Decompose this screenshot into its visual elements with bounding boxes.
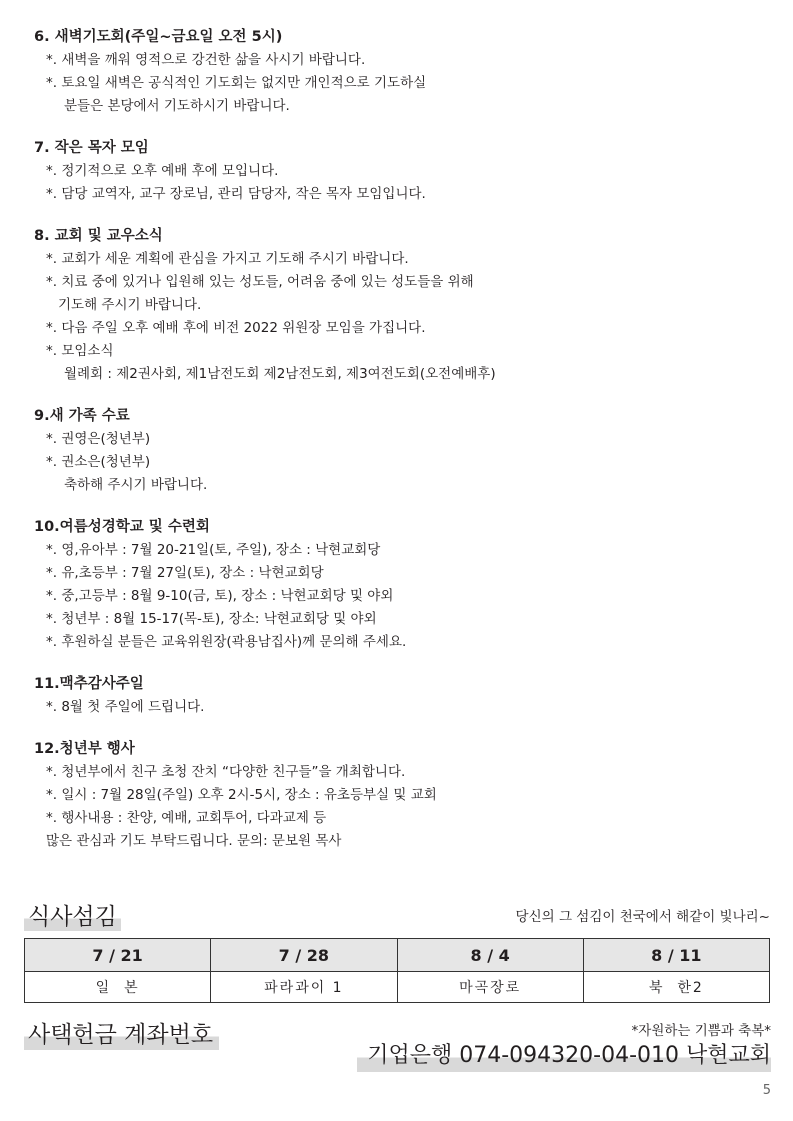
list-item: *. 새벽을 깨워 영적으로 강건한 삶을 사시기 바랍니다. bbox=[46, 52, 366, 68]
list-item: *. 청년부에서 친구 초청 잔치 “다양한 친구들”을 개최합니다. bbox=[46, 764, 406, 780]
list-item: *. 권소은(청년부) bbox=[46, 454, 151, 470]
section-title: 7. 작은 목자 모임 bbox=[34, 140, 149, 156]
section-title: 6. 새벽기도회(주일~금요일 오전 5시) bbox=[34, 29, 283, 45]
section-title: 11.맥추감사주일 bbox=[34, 676, 144, 692]
account-note: *자원하는 기쁨과 축복* bbox=[631, 1023, 771, 1039]
meal-table bbox=[24, 938, 770, 1003]
list-item: *. 권영은(청년부) bbox=[46, 431, 151, 447]
meal-date-cell: 8 / 11 bbox=[583, 939, 769, 972]
section-youth-event bbox=[34, 738, 774, 853]
list-item: *. 정기적으로 오후 예배 후에 모입니다. bbox=[46, 163, 279, 179]
section-church-news bbox=[34, 225, 774, 386]
list-item: 분들은 본당에서 기도하시기 바랍니다. bbox=[64, 98, 290, 114]
list-item: 월례회 : 제2권사회, 제1남전도회 제2남전도회, 제3여전도회(오전예배후) bbox=[64, 366, 496, 382]
account-number: 기업은행 074-094320-04-010 낙현교회 bbox=[357, 1040, 771, 1072]
meal-date-cell: 7 / 21 bbox=[25, 939, 211, 972]
list-item: *. 모임소식 bbox=[46, 343, 114, 359]
meal-names-row bbox=[25, 972, 770, 1003]
meal-name-cell: 파라과이 1 bbox=[211, 972, 397, 1003]
meal-name-cell: 북 한2 bbox=[583, 972, 769, 1003]
list-item: *. 교회가 세운 계획에 관심을 가지고 기도해 주시기 바랍니다. bbox=[46, 251, 409, 267]
section-title: 10.여름성경학교 및 수련회 bbox=[34, 519, 210, 535]
list-item: *. 중,고등부 : 8월 9-10(금, 토), 장소 : 낙현교회당 및 야외 bbox=[46, 588, 394, 604]
account-title: 사택헌금 계좌번호 bbox=[24, 1020, 219, 1050]
list-item: *. 청년부 : 8월 15-17(목-토), 장소: 낙현교회당 및 야외 bbox=[46, 611, 377, 627]
list-item: *. 영,유아부 : 7월 20-21일(토, 주일), 장소 : 낙현교회당 bbox=[46, 542, 381, 558]
section-title: 12.청년부 행사 bbox=[34, 741, 135, 757]
section-title: 8. 교회 및 교우소식 bbox=[34, 228, 163, 244]
section-new-family bbox=[34, 405, 774, 497]
meal-dates-row bbox=[25, 939, 770, 972]
meal-title: 식사섬김 bbox=[24, 903, 121, 931]
list-item: *. 토요일 새벽은 공식적인 기도회는 없지만 개인적으로 기도하실 bbox=[46, 75, 427, 91]
section-summer-bible-school bbox=[34, 516, 774, 654]
section-dawn-prayer bbox=[34, 26, 774, 118]
list-item: *. 행사내용 : 찬양, 예배, 교회투어, 다과교제 등 bbox=[46, 810, 327, 826]
list-item: 축하해 주시기 바랍니다. bbox=[64, 477, 208, 493]
section-title: 9.새 가족 수료 bbox=[34, 408, 130, 424]
section-small-shepherd bbox=[34, 137, 774, 206]
list-item: *. 유,초등부 : 7월 27일(토), 장소 : 낙현교회당 bbox=[46, 565, 324, 581]
meal-date-cell: 7 / 28 bbox=[211, 939, 397, 972]
list-item: *. 치료 중에 있거나 입원해 있는 성도들, 어려움 중에 있는 성도들을 위해 bbox=[46, 274, 474, 290]
list-item: *. 다음 주일 오후 예배 후에 비전 2022 위원장 모임을 가집니다. bbox=[46, 320, 426, 336]
list-item: *. 8월 첫 주일에 드립니다. bbox=[46, 699, 205, 715]
announcements bbox=[34, 26, 774, 872]
page-number: 5 bbox=[762, 1083, 771, 1098]
meal-subtitle: 당신의 그 섬김이 천국에서 해같이 빛나리~ bbox=[515, 909, 770, 925]
meal-header bbox=[24, 895, 770, 931]
list-item: 많은 관심과 기도 부탁드립니다. 문의: 문보원 목사 bbox=[46, 833, 342, 849]
list-item: *. 후원하실 분들은 교육위원장(곽용남집사)께 문의해 주세요. bbox=[46, 634, 407, 650]
meal-date-cell: 8 / 4 bbox=[397, 939, 583, 972]
meal-name-cell: 일 본 bbox=[25, 972, 211, 1003]
list-item: *. 일시 : 7월 28일(주일) 오후 2시-5시, 장소 : 유초등부실 및 교회 bbox=[46, 787, 437, 803]
meal-name-cell: 마곡장로 bbox=[397, 972, 583, 1003]
list-item: 기도해 주시기 바랍니다. bbox=[58, 297, 202, 313]
list-item: *. 담당 교역자, 교구 장로님, 관리 담당자, 작은 목자 모임입니다. bbox=[46, 186, 426, 202]
section-thanksgiving bbox=[34, 673, 774, 719]
